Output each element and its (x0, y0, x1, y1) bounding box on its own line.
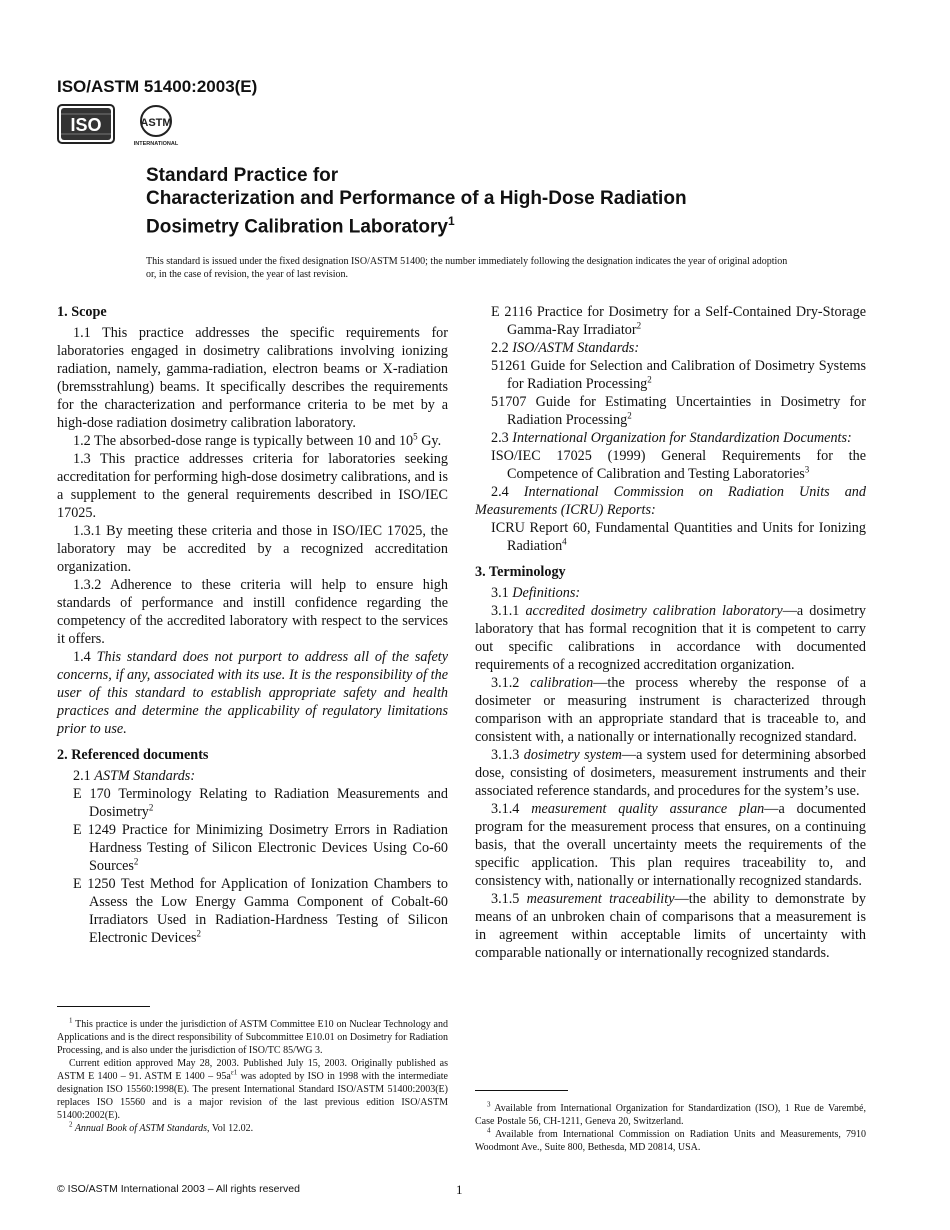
definition-item (475, 800, 866, 890)
definition-item (475, 674, 866, 746)
reference-item (73, 821, 448, 875)
right-column (475, 303, 866, 962)
issue-note: This standard is issued under the fixed designation ISO/ASTM 51400; the number immediately following the designation indicates the year of original adoption or, in the case of revision, the year of last revision. (146, 256, 788, 280)
paragraph-1-3: 1.3 This practice addresses criteria for laboratories seeking accreditation for performing high-dose dosimetry calibrations, and is a supplement to the general requirements described in ISO/IEC 17025. (57, 451, 448, 521)
footnote-mark: 2 (148, 802, 154, 813)
footnote-text: This practice is under the jurisdiction of ASTM Committee E10 on Nuclear Technology and Applications and is the direct responsibility of Subcommittee E10.01 on Dosimetry for Radiation Processing, and is also under the jurisdiction of ISO/TC 85/WG 3. (57, 1019, 448, 1056)
reference-item (73, 785, 448, 821)
footnote-mark: 2 (133, 856, 139, 867)
title-line-2: Characterization and Performance of a High-Dose Radiation (146, 188, 687, 209)
paragraph-1-4-number: 1.4 (73, 649, 97, 665)
footnote-mark: 3 (804, 464, 810, 475)
reference-item (491, 393, 866, 429)
iso-logo (57, 104, 115, 144)
reference-text: 51707 Guide for Estimating Uncertainties in Dosimetry for Radiation Processing (491, 394, 866, 428)
subsection-label: International Organization for Standardization Documents: (512, 430, 852, 446)
subsection-label: ISO/ASTM Standards: (512, 340, 640, 356)
definition-term: accredited dosimetry calibration laboratory (525, 603, 783, 619)
footnote-divider (475, 1090, 568, 1091)
section-heading-referenced-documents: 2. Referenced documents (57, 747, 209, 763)
definition-text: —a dosimetry laboratory that has formal recognition that it is competent to carry out specific calibrations in accordance with documented requirements of a recognized accreditation organization. (475, 603, 867, 673)
paragraph-1-2-unit: Gy. (417, 433, 442, 449)
footnote-text: , Vol 12.02. (207, 1123, 254, 1134)
definition-term: dosimetry system (523, 747, 622, 763)
paragraph-1-2-text: 1.2 The absorbed-dose range is typically between 10 and 10 (73, 433, 414, 449)
subsection-number: 2.1 (73, 768, 95, 784)
definition-number: 3.1.1 (491, 603, 526, 619)
definition-number: 3.1.3 (491, 747, 524, 763)
definition-text: —the ability to demonstrate by means of an unbroken chain of comparisons that a measurement is in agreement within acceptable limits of uncertainty with comparable nationally or internationally recognized standards. (475, 891, 866, 961)
footnote-mark: 4 (562, 536, 567, 547)
footnote-mark: 3 (487, 1100, 491, 1109)
subsection-number: 3.1 (491, 585, 513, 601)
subsection-2-3 (475, 429, 866, 447)
footnote-divider (57, 1006, 150, 1007)
subsection-label: Definitions: (512, 585, 581, 601)
subsection-number: 2.3 (491, 430, 513, 446)
reference-text: ISO/IEC 17025 (1999) General Requirements for the Competence of Calibration and Testing Laboratories (491, 448, 866, 482)
subsection-number: 2.4 (491, 484, 524, 500)
paragraph-1-2 (57, 432, 448, 450)
definition-term: measurement traceability (526, 891, 675, 907)
epsilon-mark: ε1 (230, 1068, 238, 1077)
title-line-3 (146, 210, 687, 238)
astm-logo-subtext: INTERNATIONAL (133, 141, 179, 147)
definition-number: 3.1.5 (491, 891, 527, 907)
subsection-number: 2.2 (491, 340, 513, 356)
reference-item (491, 447, 866, 483)
edition-text-continued: was adopted by ISO in 1998 with the intermediate designation ISO 15560:1998(E). The present International Standard ISO/ASTM 51400:2003(E) replaces ISO 15560 and is a major revision of the last previous edition ISO/ASTM 51400:2002(E). (57, 1071, 448, 1121)
title-footnote-mark: 1 (447, 214, 455, 228)
definition-text: —the process whereby the response of a dosimeter or measuring instrument is characterized through comparison with an appropriate standard that is traceable to, and consistent with, a nationally or internationally recognized standard. (475, 675, 866, 745)
exponent: 5 (413, 431, 418, 442)
subsection-label: International Commission on Radiation Units and Measurements (ICRU) Reports: (475, 484, 866, 518)
definition-item (475, 746, 866, 800)
section-heading-terminology: 3. Terminology (475, 564, 566, 580)
paragraph-1-3-2: 1.3.2 Adherence to these criteria will help to ensure high standards of performance and instill confidence regarding the competency of the accredited laboratory with respect to the services it offers. (57, 577, 448, 647)
footnote-mark: 2 (69, 1120, 73, 1129)
section-heading-scope: 1. Scope (57, 304, 107, 320)
edition-text: Current edition approved May 28, 2003. Published July 15, 2003. Originally published as ASTM E 1400 – 91. ASTM E 1400 – 95a (57, 1058, 448, 1082)
definition-text: —a system used for determining absorbed dose, consisting of dosimeters, measurement instruments and their associated reference standards, and procedures for the system’s use. (475, 747, 866, 799)
footnote-mark: 1 (69, 1016, 73, 1025)
reference-text: E 170 Terminology Relating to Radiation Measurements and Dosimetry (73, 786, 448, 820)
page-number: 1 (456, 1182, 463, 1197)
title-block (146, 165, 687, 238)
left-column (57, 303, 448, 947)
title-line-1: Standard Practice for (146, 165, 339, 186)
reference-item (491, 357, 866, 393)
copyright-notice: © ISO/ASTM International 2003 – All rights reserved (57, 1183, 300, 1195)
edition-note (57, 1057, 448, 1122)
footnote-1 (57, 1018, 448, 1057)
definition-term: measurement quality assurance plan (531, 801, 765, 817)
reference-text: E 1249 Practice for Minimizing Dosimetry Errors in Radiation Hardness Testing of Silicon Electronic Devices Using Co-60 Sources (73, 822, 448, 874)
footnote-mark: 2 (196, 928, 202, 939)
footnote-mark: 2 (647, 374, 652, 385)
definition-item (475, 890, 866, 962)
reference-text: E 2116 Practice for Dosimetry for a Self-Contained Dry-Storage Gamma-Ray Irradiator (491, 304, 866, 338)
reference-item (73, 875, 448, 947)
document-designation: ISO/ASTM 51400:2003(E) (57, 77, 258, 96)
logo-row (57, 104, 183, 148)
footnote-4 (475, 1128, 866, 1154)
subsection-2-4 (475, 483, 866, 519)
subsection-2-1 (57, 767, 448, 785)
reference-text: ICRU Report 60, Fundamental Quantities and Units for Ionizing Radiation (491, 520, 866, 554)
astm-logo (129, 104, 183, 148)
subsection-label: ASTM Standards: (94, 768, 196, 784)
paragraph-1-4-text: This standard does not purport to address all of the safety concerns, if any, associated with its use. It is the responsibility of the user of this standard to establish appropriate safety and health practices and determine the applicability of regulatory limitations prior to use. (57, 649, 449, 737)
reference-item (491, 303, 866, 339)
paragraph-1-1: 1.1 This practice addresses the specific requirements for laboratories engaged in dosimetry calibrations involving ionizing radiation, namely, gamma-radiation, electron beams or X-radiation (bremsstrahlung) beams. It specifically describes the requirements for the characterization and performance criteria to be met by a high-dose radiation dosimetry calibration laboratory. (57, 325, 448, 431)
footnote-text: Available from International Organization for Standardization (ISO), 1 Rue de Varembé, Case Postale 56, CH-1211, Geneva 20, Switzerland. (475, 1103, 866, 1127)
footnote-3 (475, 1102, 866, 1128)
footnote-mark: 2 (627, 410, 632, 421)
footnote-2 (57, 1122, 448, 1135)
subsection-2-2 (475, 339, 866, 357)
reference-text: E 1250 Test Method for Application of Ionization Chambers to Assess the Low Energy Gamma Component of Cobalt-60 Irradiators Used in Radiation-Hardness Testing of Silicon Electronic Devices (73, 876, 448, 946)
paragraph-1-3-1: 1.3.1 By meeting these criteria and those in ISO/IEC 17025, the laboratory may be accredited by a recognized accreditation organization. (57, 523, 448, 575)
iso-logo-text: ISO (70, 115, 102, 135)
reference-text: 51261 Guide for Selection and Calibration of Dosimetry Systems for Radiation Processing (491, 358, 866, 392)
definition-item (475, 602, 866, 674)
footnote-italic: Annual Book of ASTM Standards (72, 1123, 208, 1134)
definition-text: —a documented program for the measurement process that ensures, on a continuing basis, that the overall uncertainty meets the requirements of the specific application. This plan requires traceability to, and consistency with, nationally or internationally recognized standards. (475, 801, 867, 889)
footnote-mark: 2 (636, 320, 642, 331)
footnotes-left (57, 1018, 448, 1135)
definition-number: 3.1.2 (491, 675, 531, 691)
paragraph-1-4 (57, 648, 448, 738)
subsection-3-1 (475, 584, 866, 602)
astm-logo-text: ASTM (140, 117, 172, 129)
footnote-text: Available from International Commission on Radiation Units and Measurements, 7910 Woodmont Ave., Suite 800, Bethesda, MD 20814, USA. (475, 1129, 866, 1153)
footnotes-right (475, 1102, 866, 1154)
reference-item (491, 519, 866, 555)
definition-number: 3.1.4 (491, 801, 532, 817)
title-line-3-text: Dosimetry Calibration Laboratory (146, 216, 448, 238)
footnote-mark: 4 (487, 1126, 491, 1135)
definition-term: calibration (530, 675, 594, 691)
